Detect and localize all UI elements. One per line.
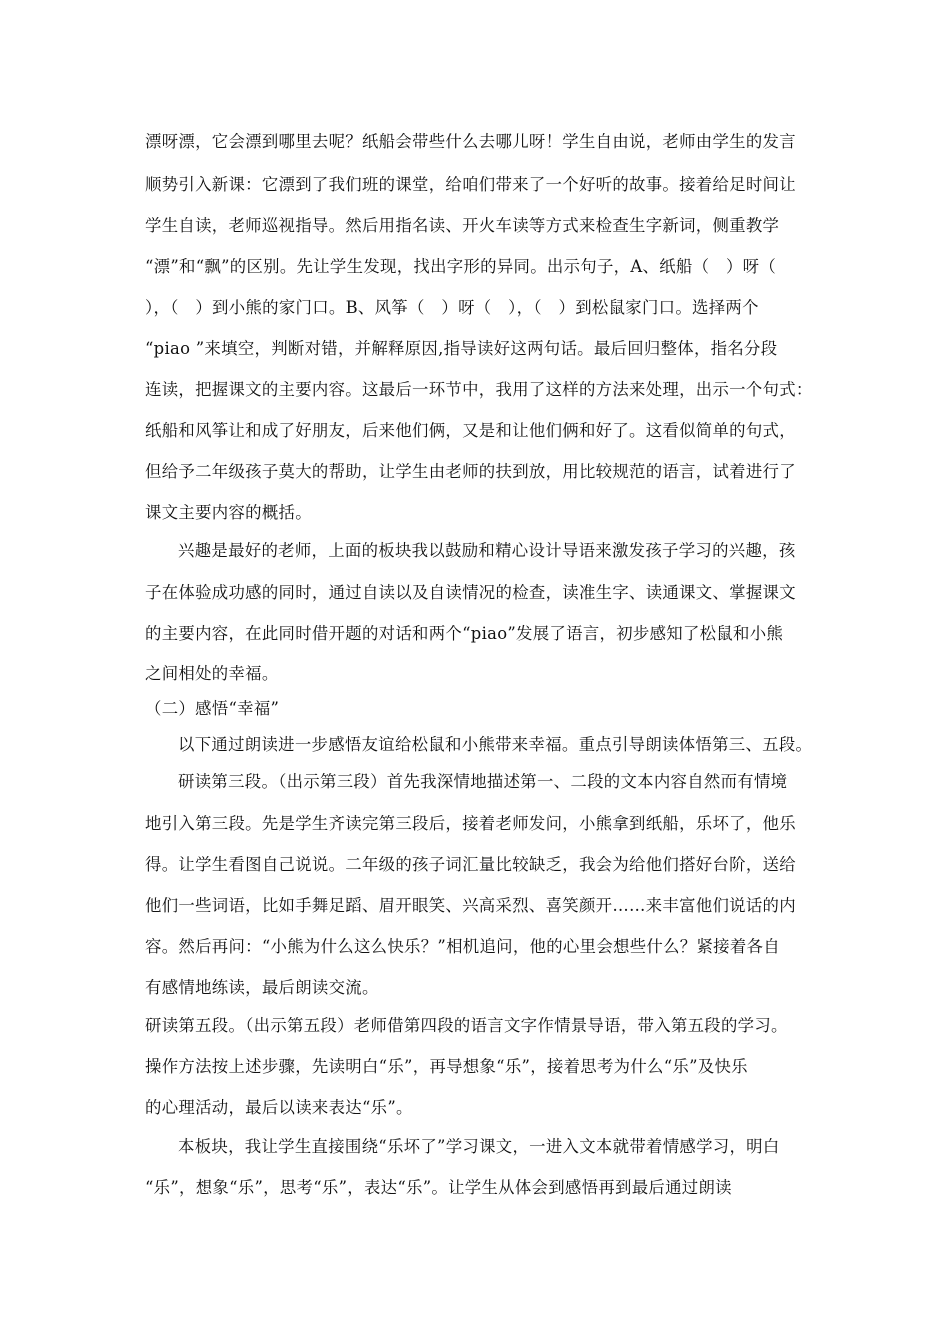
text-line: 连读，把握课文的主要内容。这最后一环节中，我用了这样的方法来处理，出示一个句式：	[145, 380, 813, 399]
paragraph-start: 研读第五段。（出示第五段）老师借第四段的语言文字作情景导语，带入第五段的学习。	[145, 1016, 788, 1035]
paragraph-start: 研读第三段。（出示第三段）首先我深情地描述第一、二段的文本内容自然而有情境	[178, 772, 788, 791]
text-line: 得。让学生看图自己说说。二年级的孩子词汇量比较缺乏，我会为给他们搭好台阶，送给	[145, 855, 796, 874]
text-line: 纸船和风筝让和成了好朋友，后来他们俩，又是和让他们俩和好了。这看似简单的句式，	[145, 421, 796, 440]
text-line: 操作方法按上述步骤，先读明白“乐”，再导想象“乐”，接着思考为什么“乐”及快乐	[145, 1057, 748, 1076]
paragraph-start: 兴趣是最好的老师，上面的板块我以鼓励和精心设计导语来激发孩子学习的兴趣，孩	[178, 541, 796, 560]
text-line: 他们一些词语，比如手舞足蹈、眉开眼笑、兴高采烈、喜笑颜开……来丰富他们说话的内	[145, 896, 796, 915]
text-line: 容。然后再问：“小熊为什么这么快乐？”相机追问，他的心里会想些什么？紧接着各自	[145, 937, 780, 956]
text-line: 顺势引入新课：它漂到了我们班的课堂，给咱们带来了一个好听的故事。接着给足时间让	[145, 175, 796, 194]
text-line: ），（ ）到小熊的家门口。B、风筝（ ）呀（ ），（ ）到松鼠家门口。选择两个	[145, 298, 759, 317]
text-line: 子在体验成功感的同时，通过自读以及自读情况的检查，读准生字、读通课文、掌握课文	[145, 583, 796, 602]
paragraph-start: 本板块，我让学生直接围绕“乐坏了”学习课文，一进入文本就带着情感学习，明白	[178, 1137, 780, 1156]
text-line: 的心理活动，最后以读来表达“乐”。	[145, 1098, 413, 1117]
text-line: 地引入第三段。先是学生齐读完第三段后，接着老师发问，小熊拿到纸船，乐坏了，他乐	[145, 814, 796, 833]
text-line: “乐”，想象“乐”，思考“乐”，表达“乐”。让学生从体会到感悟再到最后通过朗读	[145, 1178, 732, 1197]
text-line: “piao ”来填空，判断对错，并解释原因,指导读好这两句话。最后回归整体，指名分段	[145, 339, 778, 358]
paragraph-start: 以下通过朗读进一步感悟友谊给松鼠和小熊带来幸福。重点引导朗读体悟第三、五段。	[178, 735, 813, 754]
text-line: 但给予二年级孩子莫大的帮助，让学生由老师的扶到放，用比较规范的语言，试着进行了	[145, 462, 796, 481]
text-line: 有感情地练读，最后朗读交流。	[145, 978, 379, 997]
text-line: 的主要内容，在此同时借开题的对话和两个“piao”发展了语言，初步感知了松鼠和小熊	[145, 624, 784, 643]
text-line: 漂呀漂，它会漂到哪里去呢？纸船会带些什么去哪儿呀！学生自由说，老师由学生的发言	[145, 132, 796, 151]
text-line: 学生自读，老师巡视指导。然后用指名读、开火车读等方式来检查生字新词，侧重教学	[145, 216, 780, 235]
text-line: 课文主要内容的概括。	[145, 503, 312, 522]
text-line: “漂”和“飘”的区别。先让学生发现，找出字形的异同。出示句子，A、纸船（ ）呀（	[145, 257, 777, 276]
section-heading: （二）感悟“幸福”	[145, 699, 280, 718]
text-line: 之间相处的幸福。	[145, 664, 279, 683]
